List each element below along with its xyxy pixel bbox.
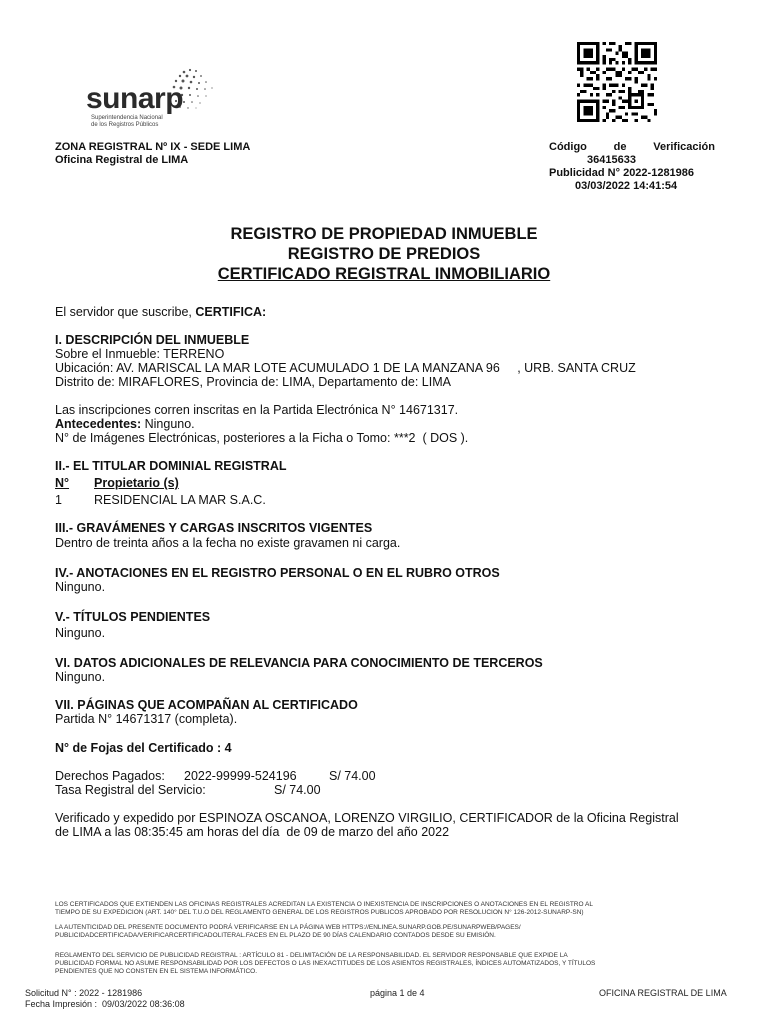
titular-col-propietario: Propietario (s) (94, 476, 179, 490)
fine-print-3a: REGLAMENTO DEL SERVICIO DE PUBLICIDAD REGISTRAL : ARTÍCULO 81 - DELIMITACIÓN DE LA RESPONSABILIDAD. EL SERVIDOR RESPONSABLE QUE EXPIDE LA (55, 952, 568, 959)
publicidad-fecha: 03/03/2022 14:41:54 (575, 180, 678, 192)
zona-registral: ZONA REGISTRAL Nº IX - SEDE LIMA (55, 141, 251, 153)
derechos-numero: 2022-99999-524196 (184, 769, 297, 783)
section-6-text: Ninguno. (55, 670, 106, 684)
title-line-2: REGISTRO DE PREDIOS (287, 245, 481, 263)
title-line-3: CERTIFICADO REGISTRAL INMOBILIARIO (217, 265, 551, 283)
inmueble-ubicacion: Ubicación: AV. MARISCAL LA MAR LOTE ACUMULADO 1 DE LA MANZANA 96 , URB. SANTA CRUZ (55, 361, 636, 375)
section-6-title: VI. DATOS ADICIONALES DE RELEVANCIA PARA CONOCIMIENTO DE TERCEROS (55, 656, 543, 670)
codigo-label-word-2: de (613, 141, 627, 153)
derechos-label: Derechos Pagados: (55, 769, 165, 783)
intro-certifica: CERTIFICA: (195, 305, 267, 319)
section-5-text: Ninguno. (55, 626, 106, 640)
section-3-title: III.- GRAVÁMENES Y CARGAS INSCRITOS VIGENTES (55, 521, 373, 535)
section-4-title: IV.- ANOTACIONES EN EL REGISTRO PERSONAL O EN EL RUBRO OTROS (55, 566, 500, 580)
section-4-text: Ninguno. (55, 580, 106, 594)
fine-print-3c: PENDIENTES QUE NO CONSTEN EN EL SISTEMA INFORMÁTICO. (55, 968, 258, 975)
intro-line (55, 305, 266, 320)
section-1-title: I. DESCRIPCIÓN DEL INMUEBLE (55, 333, 250, 347)
fine-print-2a: LA AUTENTICIDAD DEL PRESENTE DOCUMENTO PODRÁ VERIFICARSE EN LA PÁGINA WEB HTTPS://ENLINEA.SUNARP.GOB.PE/SUNARPWEB/PAGES/ (55, 924, 521, 931)
inmueble-tipo: Sobre el Inmueble: TERRENO (55, 347, 225, 361)
fine-print-1a: LOS CERTIFICADOS QUE EXTIENDEN LAS OFICINAS REGISTRALES ACREDITAN LA EXISTENCIA O INEXISTENCIA DE INSCRIPCIONES O ANOTACIONES EN EL REGISTRO AL (55, 901, 593, 908)
fine-print-1b: TIEMPO DE SU EXPEDICION (ART. 140° DEL T.U.O DEL REGLAMENTO GENERAL DE LOS REGISTROS PUBLICOS APROBADO POR RESOLUCION N° 126-2012-SUNARP-SN) (55, 909, 584, 916)
verificado-line-1: Verificado y expedido por ESPINOZA OSCANOA, LORENZO VIRGILIO, CERTIFICADOR de la Oficina Registral (55, 811, 679, 825)
footer-fecha-impresion: Fecha Impresión : 09/03/2022 08:36:08 (25, 999, 185, 1009)
fojas-certificado: N° de Fojas del Certificado : 4 (55, 741, 232, 755)
tasa-monto: S/ 74.00 (274, 783, 321, 797)
imagenes-electronicas: N° de Imágenes Electrónicas, posteriores a la Ficha o Tomo: ***2 ( DOS ). (55, 431, 469, 445)
section-5-title: V.- TÍTULOS PENDIENTES (55, 610, 211, 624)
intro-prefix: El servidor que suscribe, (55, 305, 196, 319)
codigo-label-word-1: Código (549, 141, 587, 153)
oficina-registral: Oficina Registral de LIMA (55, 154, 189, 166)
section-2-title: II.- EL TITULAR DOMINIAL REGISTRAL (55, 459, 287, 473)
titular-col-n: N° (55, 476, 70, 490)
section-7-title: VII. PÁGINAS QUE ACOMPAÑAN AL CERTIFICADO (55, 698, 358, 712)
logo-subtitle-2: de los Registros Públicos (91, 122, 159, 128)
derechos-monto: S/ 74.00 (329, 769, 376, 783)
fine-print-3b: PUBLICIDAD FORMAL NO ASUME RESPONSABILIDAD POR LOS DEFECTOS O LAS INEXACTITUDES DE LOS ASIENTOS REGISTRALES, ÍNDICES AUTOMATIZADOS, Y TÍTULOS (55, 960, 596, 967)
publicidad-numero: Publicidad N° 2022-1281986 (549, 167, 695, 179)
tasa-label: Tasa Registral del Servicio: (55, 783, 206, 797)
verificado-line-2: de LIMA a las 08:35:45 am horas del día de 09 de marzo del año 2022 (55, 825, 450, 839)
codigo-verificacion-label (549, 141, 715, 154)
qr-code-icon (577, 42, 657, 122)
logo-subtitle-1: Superintendencia Nacional (91, 115, 163, 121)
antecedentes-value: Ninguno. (141, 417, 195, 431)
section-7-text: Partida N° 14671317 (completa). (55, 712, 238, 726)
titular-row-propietario: RESIDENCIAL LA MAR S.A.C. (94, 493, 266, 507)
footer-solicitud: Solicitud N° : 2022 - 1281986 (25, 988, 143, 998)
inmueble-distrito: Distrito de: MIRAFLORES, Provincia de: LIMA, Departamento de: LIMA (55, 375, 451, 389)
footer-oficina: OFICINA REGISTRAL DE LIMA (599, 988, 727, 998)
title-line-1: REGISTRO DE PROPIEDAD INMUEBLE (230, 225, 538, 243)
antecedentes (55, 417, 195, 432)
sunarp-logo (86, 66, 236, 130)
titular-row-n: 1 (55, 493, 62, 507)
footer-pagina: página 1 de 4 (370, 988, 425, 998)
codigo-label-word-3: Verificación (653, 141, 715, 153)
codigo-verificacion: 36415633 (587, 154, 636, 166)
logo-wordmark: sunarp (86, 82, 184, 115)
fine-print-2b: PUBLICIDADCERTIFICADA/VERIFICARCERTIFICADOLITERAL.FACES EN EL PLAZO DE 90 DÍAS CALENDARIO CONTADOS DESDE SU EMISIÓN. (55, 932, 496, 939)
section-3-text: Dentro de treinta años a la fecha no existe gravamen ni carga. (55, 536, 401, 550)
partida-electronica: Las inscripciones corren inscritas en la Partida Electrónica N° 14671317. (55, 403, 459, 417)
antecedentes-label: Antecedentes: (55, 417, 142, 431)
